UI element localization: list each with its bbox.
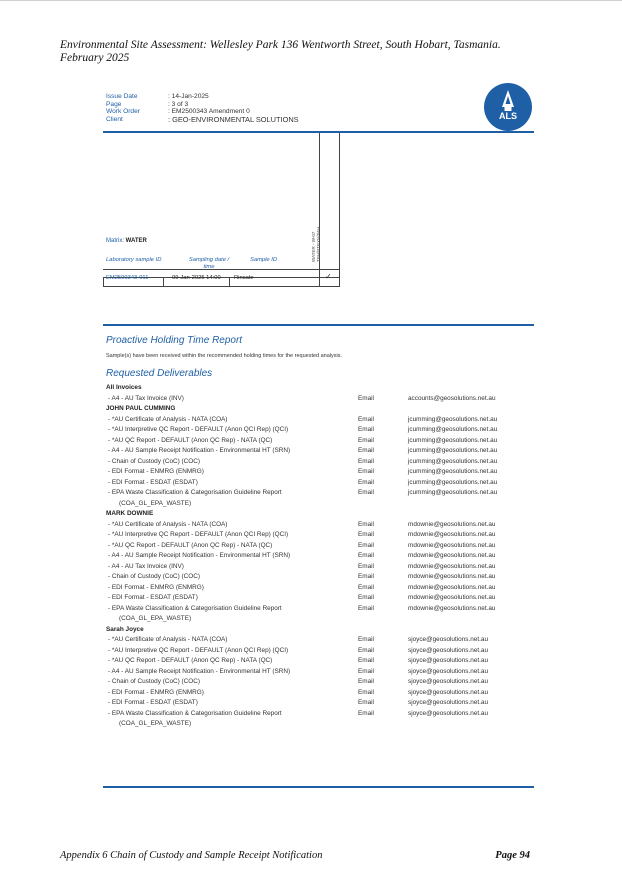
deliverable-row bbox=[106, 425, 526, 436]
table-col-line bbox=[103, 277, 104, 287]
footer-caption: Appendix 6 Chain of Custody and Sample Receipt Notification bbox=[60, 850, 323, 861]
deliverable-row bbox=[106, 593, 526, 604]
deliverable-row bbox=[106, 583, 526, 594]
deliverable-description: - *AU QC Report - DEFAULT (Anon QC Rep) - NATA (QC) bbox=[108, 436, 273, 444]
meta-key: Work Order bbox=[106, 108, 140, 116]
deliverable-description: - Chain of Custody (CoC) (COC) bbox=[108, 678, 200, 685]
recipient-email: jcumming@geosolutions.net.au bbox=[408, 426, 498, 433]
deliverable-description: - *AU Certificate of Analysis - NATA (COA) bbox=[108, 636, 228, 643]
proactive-note: Sample(s) have been received within the recommended holding times for the requested analysis. bbox=[106, 353, 343, 359]
als-logo bbox=[484, 83, 532, 131]
deliverable-description: - EPA Waste Classification & Categorisation Guideline Report bbox=[108, 709, 282, 717]
recipient-email: mdownie@geosolutions.net.au bbox=[408, 520, 496, 528]
deliverable-row bbox=[106, 446, 526, 457]
recipient-email: mdownie@geosolutions.net.au bbox=[408, 594, 496, 601]
meta-key: Client bbox=[106, 115, 123, 123]
delivery-method: Email bbox=[358, 415, 374, 423]
cell-sample-id: Rinsate bbox=[234, 275, 254, 281]
recipient-email: jcumming@geosolutions.net.au bbox=[408, 489, 498, 496]
col-lab-sample-id: Laboratory sample ID bbox=[106, 257, 162, 263]
proactive-title: Proactive Holding Time Report bbox=[106, 335, 243, 346]
recipient-email: sjoyce@geosolutions.net.au bbox=[408, 688, 489, 696]
table-col-line bbox=[229, 277, 230, 287]
recipient-email: jcumming@geosolutions.net.au bbox=[408, 478, 498, 486]
delivery-method: Email bbox=[358, 594, 374, 601]
delivery-method: Email bbox=[358, 657, 374, 664]
deliverable-description: - A4 - AU Tax Invoice (INV) bbox=[108, 562, 184, 570]
deliverable-description: - A4 - AU Tax Invoice (INV) bbox=[108, 394, 184, 402]
recipient-email: jcumming@geosolutions.net.au bbox=[408, 457, 498, 465]
delivery-method: Email bbox=[358, 667, 374, 675]
deliverable-row bbox=[106, 646, 526, 657]
recipient-email: sjoyce@geosolutions.net.au bbox=[408, 667, 489, 675]
delivery-method: Email bbox=[358, 583, 374, 591]
vertical-header-line1: WATER - W-07 bbox=[311, 231, 316, 262]
deliverable-description: - EDI Format - ENMRG (ENMRG) bbox=[108, 583, 204, 591]
deliverable-row bbox=[106, 562, 526, 573]
deliverable-description: - A4 - AU Sample Receipt Notification - Environmental HT (SRN) bbox=[108, 667, 291, 675]
col-sample-id: Sample ID bbox=[250, 257, 278, 263]
delivery-method: Email bbox=[358, 426, 374, 433]
bottom-rule bbox=[103, 786, 534, 788]
deliverable-row bbox=[106, 551, 526, 562]
deliverable-description: - EPA Waste Classification & Categorisation Guideline Report bbox=[108, 604, 282, 612]
delivery-method: Email bbox=[358, 688, 374, 696]
deliverable-row bbox=[106, 667, 526, 678]
recipient-email: jcumming@geosolutions.net.au bbox=[408, 447, 498, 454]
table-col-line bbox=[163, 277, 164, 287]
delivery-method: Email bbox=[358, 447, 374, 454]
matrix-value: WATER bbox=[125, 238, 147, 244]
deliverable-description: - EDI Format - ESDAT (ESDAT) bbox=[108, 699, 198, 706]
page-number: Page 94 bbox=[495, 850, 530, 861]
deliverables-list bbox=[106, 383, 526, 730]
deliverables-title: Requested Deliverables bbox=[106, 368, 213, 379]
deliverable-row bbox=[106, 698, 526, 709]
deliverable-code: (COA_GL_EPA_WASTE) bbox=[119, 499, 192, 507]
cell-lab-id: EM2500343-011 bbox=[106, 275, 149, 281]
delivery-method: Email bbox=[358, 468, 374, 475]
meta-value: : EM2500343 Amendment 0 bbox=[168, 108, 250, 116]
delivery-method: Email bbox=[358, 573, 374, 580]
recipient-email: jcumming@geosolutions.net.au bbox=[408, 415, 498, 423]
deliverable-code: (COA_GL_EPA_WASTE) bbox=[119, 720, 192, 727]
deliverable-description: - EDI Format - ENMRG (ENMRG) bbox=[108, 688, 204, 696]
deliverable-description: - Chain of Custody (CoC) (COC) bbox=[108, 573, 200, 580]
page-top-rule bbox=[0, 0, 622, 1]
deliverable-description: - EDI Format - ESDAT (ESDAT) bbox=[108, 478, 198, 486]
deliverable-row bbox=[106, 436, 526, 447]
delivery-method: Email bbox=[358, 394, 374, 402]
deliverable-row bbox=[106, 709, 526, 720]
delivery-method: Email bbox=[358, 646, 374, 654]
meta-row bbox=[106, 101, 299, 109]
section-rule bbox=[103, 324, 534, 326]
document-header bbox=[60, 39, 580, 65]
recipient-email: mdownie@geosolutions.net.au bbox=[408, 562, 496, 570]
report-meta bbox=[106, 93, 299, 123]
delivery-method: Email bbox=[358, 520, 374, 528]
delivery-method: Email bbox=[358, 457, 374, 465]
delivery-method: Email bbox=[358, 478, 374, 486]
header-title: Environmental Site Assessment: Wellesley Park 136 Wentworth Street, South Hobart, Tasmania. bbox=[60, 39, 501, 51]
deliverable-row bbox=[106, 656, 526, 667]
delivery-method: Email bbox=[358, 562, 374, 570]
deliverable-description: - EDI Format - ESDAT (ESDAT) bbox=[108, 594, 198, 601]
meta-value: : GEO-ENVIRONMENTAL SOLUTIONS bbox=[168, 114, 299, 124]
deliverable-group-name: MARK DOWNIE bbox=[106, 510, 154, 517]
table-row-line bbox=[103, 286, 340, 287]
header-date: February 2025 bbox=[60, 52, 130, 64]
deliverable-row bbox=[106, 488, 526, 499]
deliverable-row bbox=[106, 635, 526, 646]
recipient-email: sjoyce@geosolutions.net.au bbox=[408, 678, 489, 685]
deliverable-group-name: All Invoices bbox=[106, 384, 142, 391]
deliverable-row bbox=[106, 604, 526, 615]
table-col-line bbox=[339, 133, 340, 287]
matrix-key: Matrix: bbox=[106, 238, 124, 244]
recipient-email: sjoyce@geosolutions.net.au bbox=[408, 657, 489, 664]
page-footer bbox=[60, 850, 530, 861]
meta-value: : 14-Jan-2025 bbox=[168, 93, 209, 100]
deliverable-row bbox=[106, 520, 526, 531]
table-col-line bbox=[319, 133, 320, 287]
cell-date: 09-Jan-2025 14:00 bbox=[172, 275, 221, 281]
deliverable-description: - EPA Waste Classification & Categorisation Guideline Report bbox=[108, 489, 282, 496]
delivery-method: Email bbox=[358, 699, 374, 706]
recipient-email: mdownie@geosolutions.net.au bbox=[408, 583, 496, 591]
recipient-email: mdownie@geosolutions.net.au bbox=[408, 604, 496, 612]
delivery-method: Email bbox=[358, 709, 374, 717]
deliverable-description: - A4 - AU Sample Receipt Notification - Environmental HT (SRN) bbox=[108, 447, 291, 454]
deliverable-description: - *AU Certificate of Analysis - NATA (COA) bbox=[108, 520, 228, 528]
deliverable-row bbox=[106, 415, 526, 426]
delivery-method: Email bbox=[358, 541, 374, 549]
deliverable-row bbox=[106, 394, 526, 405]
deliverable-code: (COA_GL_EPA_WASTE) bbox=[119, 615, 192, 622]
deliverable-row bbox=[106, 457, 526, 468]
delivery-method: Email bbox=[358, 436, 374, 444]
deliverable-description: - *AU Interpretive QC Report - DEFAULT (Anon QCI Rep) (QCI) bbox=[108, 646, 289, 654]
deliverable-row bbox=[106, 530, 526, 541]
recipient-email: mdownie@geosolutions.net.au bbox=[408, 552, 496, 559]
deliverable-description: - A4 - AU Sample Receipt Notification - Environmental HT (SRN) bbox=[108, 552, 291, 559]
recipient-email: accounts@geosolutions.net.au bbox=[408, 394, 496, 402]
delivery-method: Email bbox=[358, 531, 374, 538]
recipient-email: jcumming@geosolutions.net.au bbox=[408, 468, 498, 475]
deliverable-description: - *AU Interpretive QC Report - DEFAULT (Anon QCI Rep) (QCI) bbox=[108, 426, 289, 433]
recipient-email: sjoyce@geosolutions.net.au bbox=[408, 699, 489, 706]
deliverable-description: - *AU QC Report - DEFAULT (Anon QC Rep) - NATA (QC) bbox=[108, 657, 273, 664]
logo-text: ALS bbox=[499, 111, 517, 121]
recipient-email: jcumming@geosolutions.net.au bbox=[408, 436, 498, 444]
deliverable-description: - *AU Certificate of Analysis - NATA (COA) bbox=[108, 415, 228, 423]
deliverable-description: - *AU QC Report - DEFAULT (Anon QC Rep) - NATA (QC) bbox=[108, 541, 273, 549]
col-sampling-date: Sampling date / time bbox=[188, 257, 230, 270]
deliverable-row bbox=[106, 572, 526, 583]
deliverable-group-name: Sarah Joyce bbox=[106, 625, 144, 633]
matrix-label bbox=[106, 238, 147, 244]
delivery-method: Email bbox=[358, 552, 374, 559]
analysis-vertical-header bbox=[311, 227, 321, 262]
check-icon: ✓ bbox=[325, 272, 332, 281]
meta-key: Page bbox=[106, 100, 122, 108]
deliverable-description: - Chain of Custody (CoC) (COC) bbox=[108, 457, 200, 465]
delivery-method: Email bbox=[358, 678, 374, 685]
deliverable-group-name: JOHN PAUL CUMMING bbox=[106, 405, 176, 412]
deliverable-row bbox=[106, 688, 526, 699]
vertical-header-line2: TPH/BTEXN/PAH bbox=[316, 226, 321, 262]
recipient-email: sjoyce@geosolutions.net.au bbox=[408, 709, 489, 717]
delivery-method: Email bbox=[358, 604, 374, 612]
recipient-email: mdownie@geosolutions.net.au bbox=[408, 541, 496, 549]
deliverable-row bbox=[106, 677, 526, 688]
recipient-email: mdownie@geosolutions.net.au bbox=[408, 531, 496, 538]
meta-row bbox=[106, 93, 299, 101]
deliverable-row bbox=[106, 478, 526, 489]
recipient-email: sjoyce@geosolutions.net.au bbox=[408, 646, 489, 654]
meta-value: : 3 of 3 bbox=[168, 100, 189, 108]
delivery-method: Email bbox=[358, 636, 374, 643]
deliverable-description: - EDI Format - ENMRG (ENMRG) bbox=[108, 468, 204, 475]
recipient-email: sjoyce@geosolutions.net.au bbox=[408, 636, 489, 643]
meta-row bbox=[106, 116, 299, 124]
delivery-method: Email bbox=[358, 489, 374, 496]
deliverable-description: - *AU Interpretive QC Report - DEFAULT (Anon QCI Rep) (QCI) bbox=[108, 531, 289, 538]
deliverable-row bbox=[106, 541, 526, 552]
deliverable-row bbox=[106, 467, 526, 478]
meta-key: Issue Date bbox=[106, 93, 138, 100]
recipient-email: mdownie@geosolutions.net.au bbox=[408, 573, 496, 580]
